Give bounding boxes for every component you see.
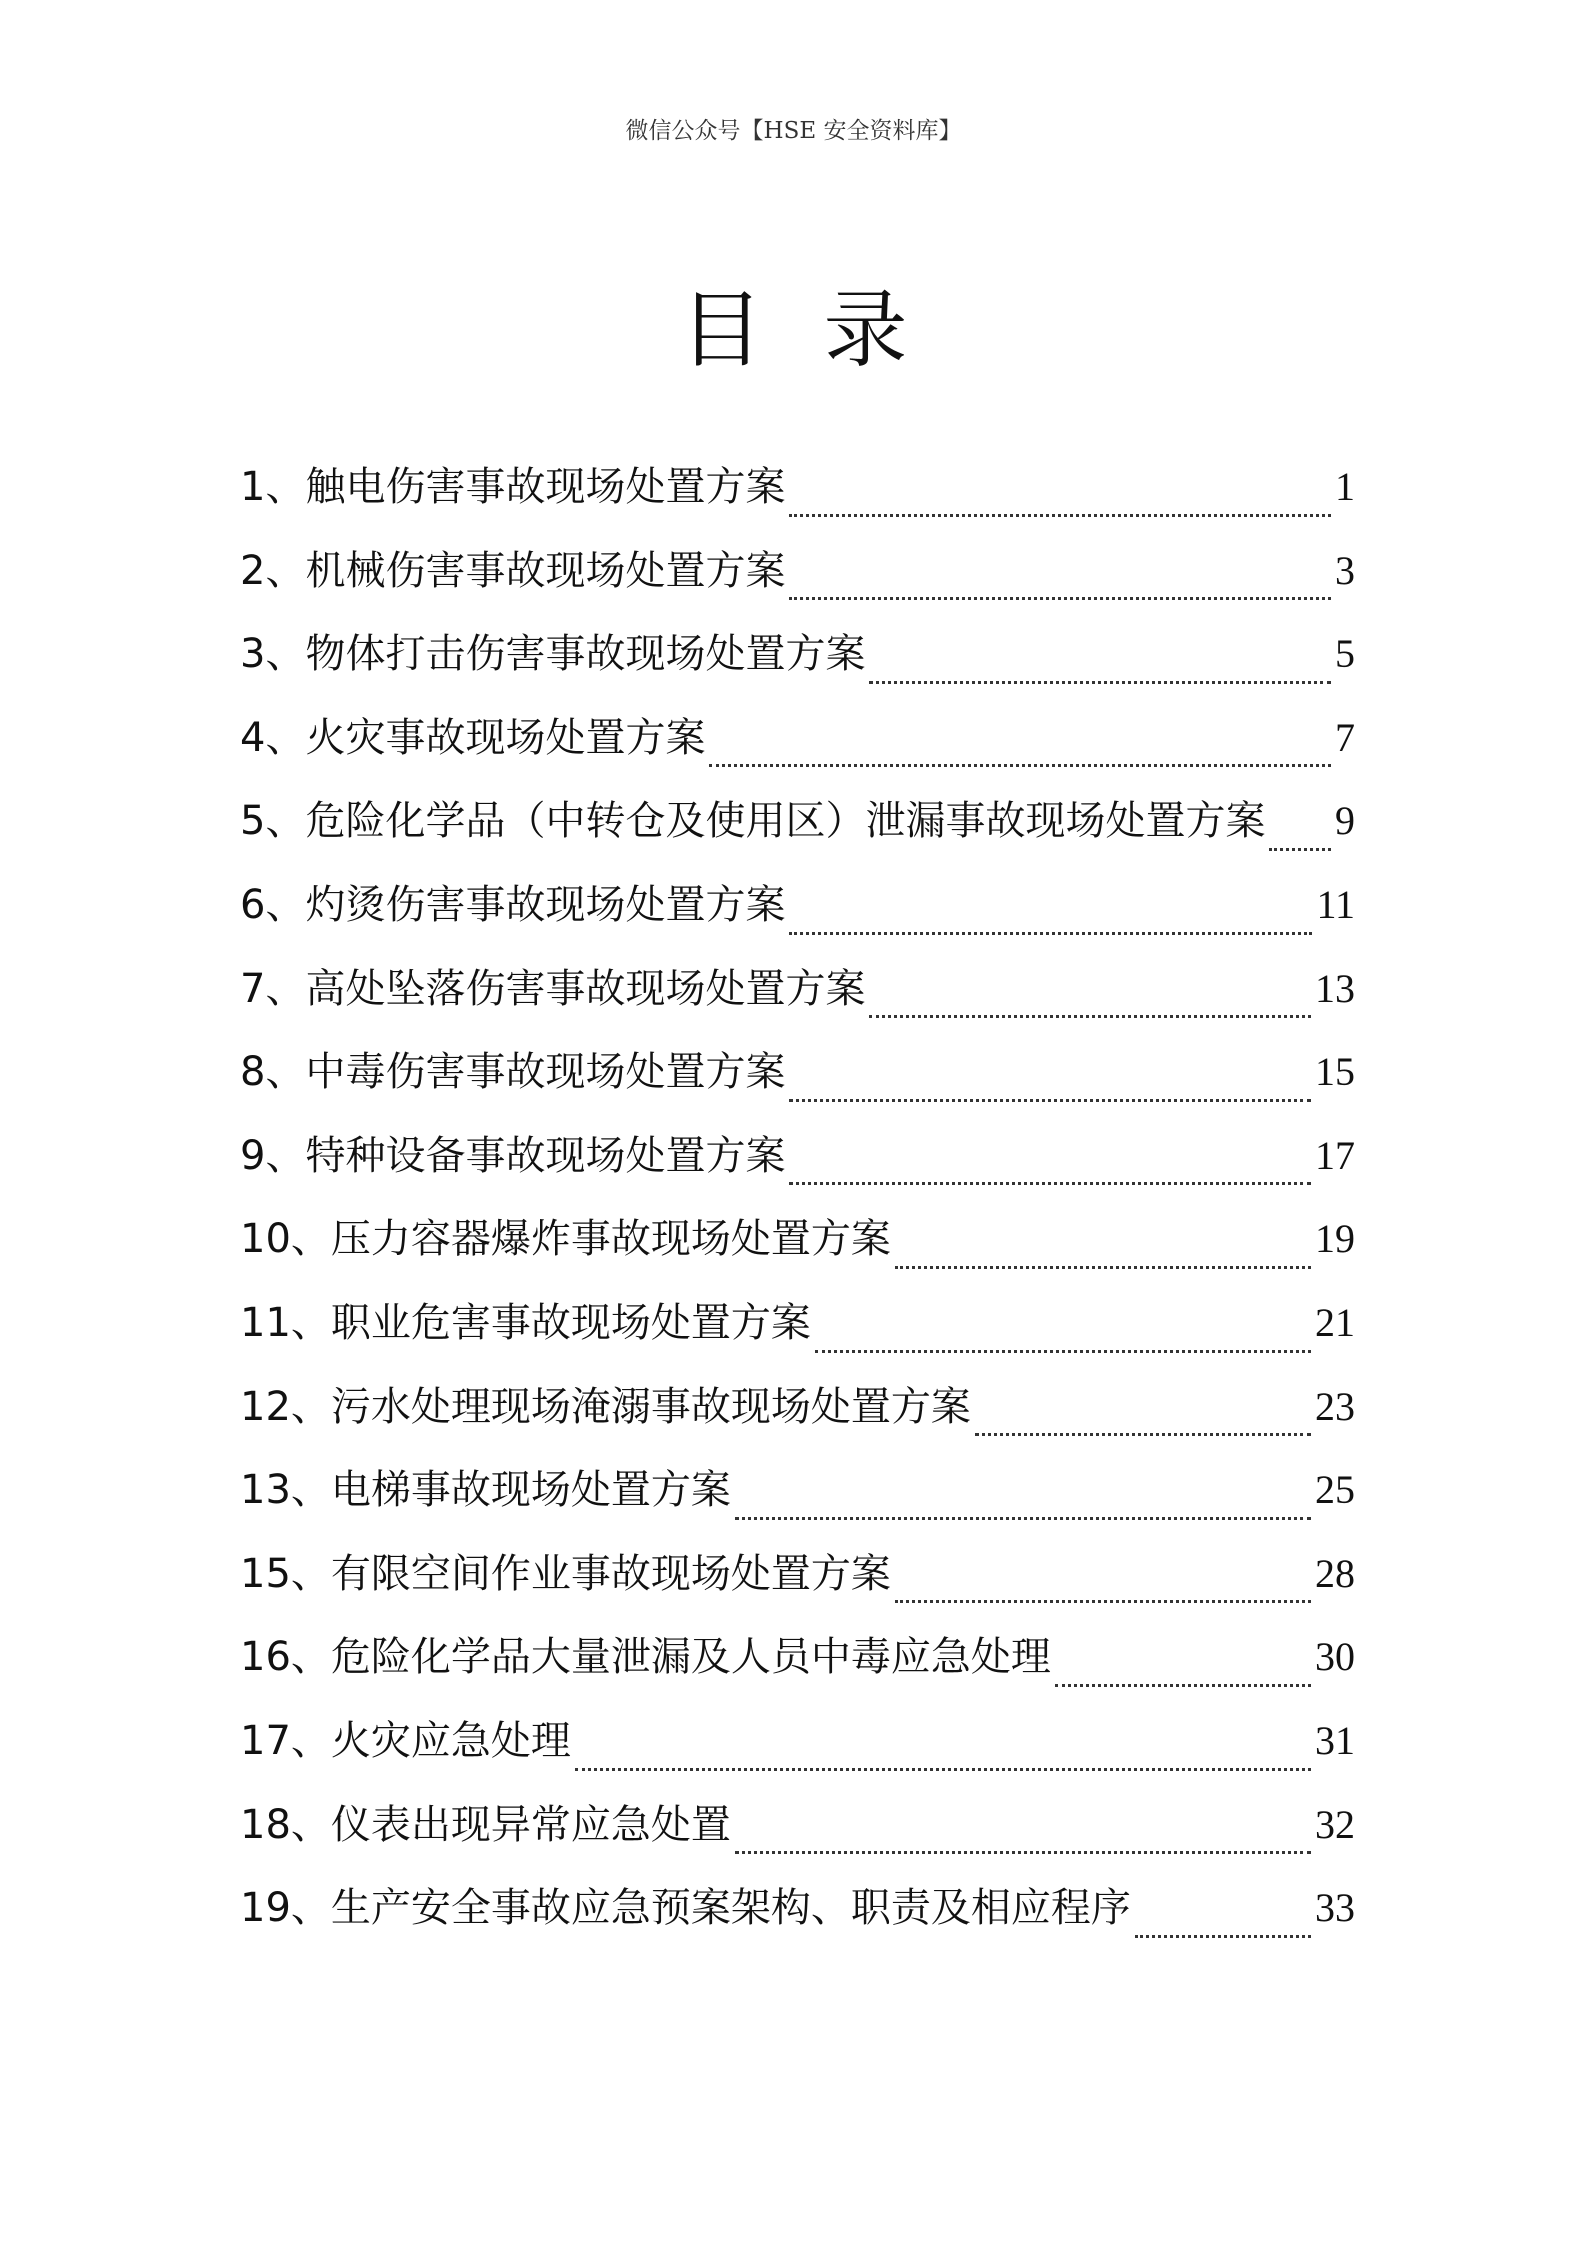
toc-leader-dots [575,1768,1311,1771]
toc-leader-dots [735,1851,1311,1854]
toc-entry[interactable] [240,1876,1355,1960]
toc-entry[interactable] [240,1040,1355,1124]
toc-entry-label: 5、危险化学品（中转仓及使用区）泄漏事故现场处置方案 [240,798,1266,845]
toc-entry[interactable] [240,1709,1355,1793]
toc-entry-page: 3 [1335,547,1355,593]
toc-entry-label: 1、触电伤害事故现场处置方案 [240,464,786,510]
toc-entry-label: 4、火灾事故现场处置方案 [240,714,706,761]
toc-leader-dots [1269,848,1331,851]
toc-entry-label: 15、有限空间作业事故现场处置方案 [240,1550,891,1597]
toc-entry-label: 10、压力容器爆炸事故现场处置方案 [240,1216,891,1263]
toc-leader-dots [895,1266,1311,1269]
toc-entry-label: 11、职业危害事故现场处置方案 [240,1299,811,1346]
toc-leader-dots [895,1600,1311,1603]
toc-leader-dots [789,597,1331,600]
toc-entry-label: 16、危险化学品大量泄漏及人员中毒应急处理 [240,1634,1051,1681]
toc-entry-page: 7 [1335,714,1355,760]
toc-entry-label: 3、物体打击伤害事故现场处置方案 [240,631,866,678]
toc-leader-dots [1135,1935,1311,1938]
toc-entry-label: 8、中毒伤害事故现场处置方案 [240,1049,786,1096]
page-title: 目录 [679,281,968,380]
toc-entry-page: 23 [1315,1383,1355,1429]
toc-entry-page: 11 [1316,881,1355,927]
toc-entry-label: 2、机械伤害事故现场处置方案 [240,547,786,594]
toc-leader-dots [815,1350,1311,1353]
page-header: 微信公众号【HSE 安全资料库】 [625,118,962,144]
toc-leader-dots [1055,1684,1311,1687]
toc-entry-label: 6、灼烫伤害事故现场处置方案 [240,881,786,928]
toc-entry-page: 17 [1315,1132,1355,1178]
toc-entry-label: 7、高处坠落伤害事故现场处置方案 [240,965,866,1012]
toc-leader-dots [869,681,1331,684]
toc-entry[interactable] [240,1542,1355,1626]
toc-entry-page: 15 [1315,1049,1355,1095]
toc-entry-page: 9 [1335,798,1355,844]
toc-leader-dots [789,932,1312,935]
toc-entry-page: 31 [1315,1717,1355,1763]
toc-leader-dots [789,1099,1311,1102]
toc-entry-label: 9、特种设备事故现场处置方案 [240,1132,786,1179]
toc-leader-dots [975,1433,1311,1436]
toc-entry-page: 21 [1315,1299,1355,1345]
toc-entry[interactable] [240,455,1355,539]
toc-leader-dots [735,1517,1311,1520]
toc-entry-label: 17、火灾应急处理 [240,1717,571,1764]
toc-entry-page: 32 [1315,1801,1355,1847]
toc-leader-dots [709,764,1331,767]
toc-entry[interactable] [240,1207,1355,1291]
toc-leader-dots [789,1182,1311,1185]
toc-leader-dots [869,1015,1311,1018]
toc-entry[interactable] [240,789,1355,873]
toc-entry-page: 5 [1335,631,1355,677]
toc-entry-label: 19、生产安全事故应急预案架构、职责及相应程序 [240,1885,1131,1932]
toc-entry[interactable] [240,1291,1355,1375]
toc-entry[interactable] [240,706,1355,790]
toc-leader-dots [789,514,1331,517]
toc-entry-page: 13 [1315,965,1355,1011]
toc-entry[interactable] [240,1124,1355,1208]
toc-entry-page: 33 [1315,1885,1355,1931]
toc-entry[interactable] [240,1625,1355,1709]
toc-entry[interactable] [240,1793,1355,1877]
toc-entry-page: 1 [1335,464,1355,509]
toc-entry-page: 30 [1315,1634,1355,1680]
toc-entry-page: 28 [1315,1550,1355,1596]
toc-entry[interactable] [240,539,1355,623]
toc-entry[interactable] [240,873,1355,957]
table-of-contents [240,455,1355,1960]
toc-entry[interactable] [240,622,1355,706]
toc-entry-label: 18、仪表出现异常应急处置 [240,1801,731,1848]
toc-entry-label: 13、电梯事故现场处置方案 [240,1467,731,1514]
toc-entry-page: 25 [1315,1467,1355,1513]
toc-entry-page: 19 [1315,1216,1355,1262]
toc-entry-label: 12、污水处理现场淹溺事故现场处置方案 [240,1383,971,1430]
toc-entry[interactable] [240,957,1355,1041]
toc-entry[interactable] [240,1375,1355,1459]
toc-entry[interactable] [240,1458,1355,1542]
